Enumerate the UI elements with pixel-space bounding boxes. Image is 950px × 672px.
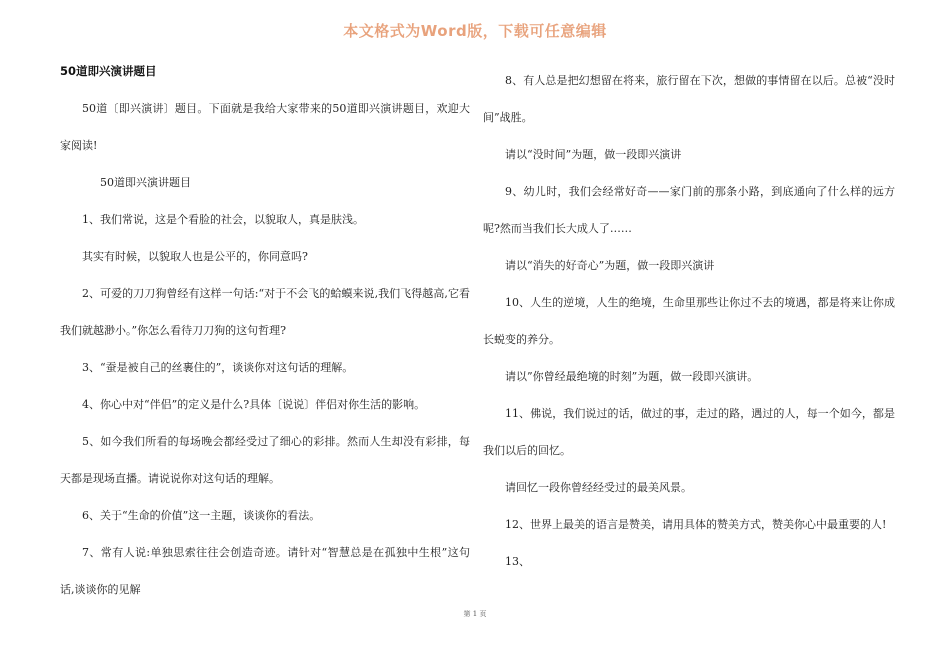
paragraph: 10、人生的逆境，人生的绝境，生命里那些让你过不去的境遇，都是将来让你成长蜕变的养分。 — [483, 296, 895, 346]
document-title: 50道即兴演讲题目 — [60, 64, 157, 78]
paragraph: 7、常有人说:单独思索往往会创造奇迹。请针对“智慧总是在孤独中生根”这句话,谈谈你的见解 — [60, 546, 470, 596]
paragraph: 其实有时候，以貌取人也是公平的，你同意吗? — [82, 250, 308, 263]
paragraph: 11、佛说，我们说过的话，做过的事，走过的路，遇过的人，每一个如今，都是我们以后的回忆。 — [483, 407, 895, 457]
paragraph: 请以“没时间”为题，做一段即兴演讲 — [505, 148, 682, 161]
document-banner: 本文格式为Word版，下载可任意编辑 — [343, 22, 607, 40]
right-column — [483, 62, 895, 580]
paragraph: 请以”你曾经最绝境的时刻”为题，做一段即兴演讲。 — [505, 370, 759, 383]
paragraph: 请以“消失的好奇心”为题，做一段即兴演讲 — [505, 259, 715, 272]
left-column — [60, 62, 470, 608]
page-number: 第 1 页 — [463, 610, 487, 618]
paragraph: 12、世界上最美的语言是赞美，请用具体的赞美方式，赞美你心中最重要的人! — [505, 518, 887, 531]
paragraph: 50道〔即兴演讲〕题目。下面就是我给大家带来的50道即兴演讲题目，欢迎大家阅读! — [60, 102, 470, 152]
paragraph: 8、有人总是把幻想留在将来，旅行留在下次，想做的事情留在以后。总被“没时间”战胜。 — [483, 74, 895, 124]
paragraph: 9、幼儿时，我们会经常好奇——家门前的那条小路，到底通向了什么样的远方呢?然而当我们长大成人了…… — [483, 185, 895, 235]
paragraph: 1、我们常说，这是个看脸的社会，以貌取人，真是肤浅。 — [82, 213, 364, 226]
paragraph: 4、你心中对“伴侣”的定义是什么?具体〔说说〕伴侣对你生活的影响。 — [82, 398, 426, 411]
paragraph: 请回忆一段你曾经经受过的最美风景。 — [505, 481, 692, 494]
paragraph: 5、如今我们所看的每场晚会都经受过了细心的彩排。然而人生却没有彩排，每天都是现场直播。请说说你对这句话的理解。 — [60, 435, 470, 485]
section-subtitle: 50道即兴演讲题目 — [100, 176, 191, 189]
paragraph: 3、“蚕是被自己的丝裹住的”，谈谈你对这句话的理解。 — [82, 361, 354, 374]
paragraph: 2、可爱的刀刀狗曾经有这样一句话:“对于不会飞的蛤蟆来说,我们飞得越高,它看我们就越渺小。”你怎么看待刀刀狗的这句哲理? — [60, 287, 470, 337]
paragraph: 6、关于“生命的价值”这一主题，谈谈你的看法。 — [82, 509, 321, 522]
paragraph: 13、 — [505, 555, 530, 568]
